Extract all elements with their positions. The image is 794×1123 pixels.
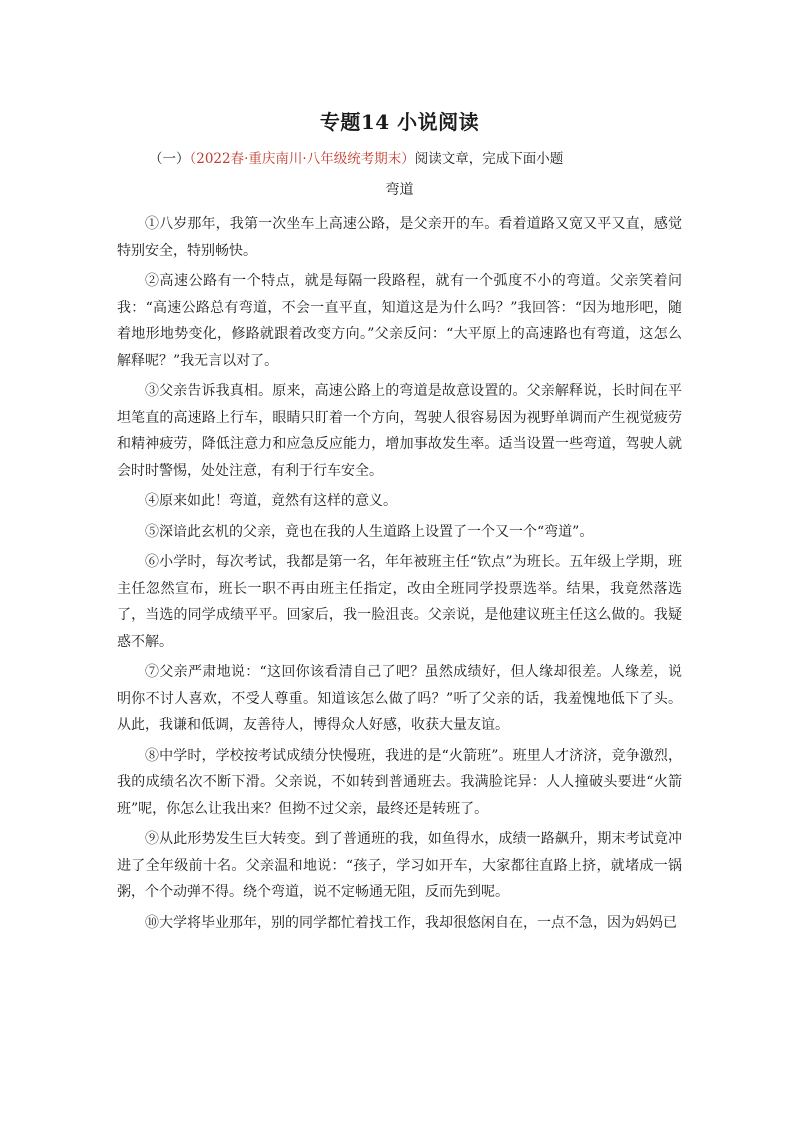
exam-source: （2022春·重庆南川·八年级统考期末） [189, 151, 415, 167]
question-source-line [149, 149, 682, 169]
story-body [117, 211, 682, 936]
paragraph-8: ⑧中学时，学校按考试成绩分快慢班，我进的是“火箭班”。班里人才济济，竞争激烈，我的成绩名次不断下滑。父亲说，不如转到普通班去。我满脸诧异：人人撞破头要进“火箭班”呢，你怎么让我出来？但拗不过父亲，最终还是转班了。 [117, 747, 682, 817]
story-title: 弯道 [385, 182, 414, 198]
paragraph-5: ⑤深谙此玄机的父亲，竟也在我的人生道路上设置了一个又一个“弯道”。 [145, 523, 594, 540]
paragraph-3: ③父亲告诉我真相。原来，高速公路上的弯道是故意设置的。父亲解释说，长时间在平坦笔直的高速路上行车，眼睛只盯着一个方向，驾驶人很容易因为视野单调而产生视觉疲劳和精神疲劳，降低注意力和应急反应能力，增加事故发生率。适当设置一些弯道，驾驶人就会时时警惕，处处注意，有利于行车安全。 [117, 383, 682, 479]
paragraph-9: ⑨从此形势发生巨大转变。到了普通班的我，如鱼得水，成绩一路飙升，期末考试竟冲进了全年级前十名。父亲温和地说：“孩子，学习如开车，大家都往直路上挤，就堵成一锅粥，个个动弹不得。绕个弯道，说不定畅通无阻，反而先到呢。 [117, 831, 682, 900]
paragraph-7: ⑦父亲严肃地说：“这回你该看清自己了吧？虽然成绩好，但人缘却很差。人缘差，说明你不讨人喜欢，不受人尊重。知道该怎么做了吗？”听了父亲的话，我羞愧地低下了头。从此，我谦和低调，友善待人，博得众人好感，收获大量友谊。 [117, 664, 682, 733]
paragraph-1: ①八岁那年，我第一次坐车上高速公路，是父亲开的车。看着道路又宽又平又直，感觉特别安全，特别畅快。 [117, 216, 682, 259]
paragraph-6: ⑥小学时，每次考试，我都是第一名，年年被班主任“钦点”为班长。五年级上学期，班主任忽然宣布，班长一职不再由班主任指定，改由全班同学投票选举。结果，我竟然落选了，当选的同学成绩平平。回家后，我一脸沮丧。父亲说，是他建议班主任这么做的。我疑惑不解。 [117, 554, 682, 650]
paragraph-2: ②高速公路有一个特点，就是每隔一段路程，就有一个弧度不小的弯道。父亲笑着问我：“高速公路总有弯道，不会一直平直，知道这是为什么吗？”我回答：“因为地形吧，随着地形地势变化，修路就跟着改变方向。”父亲反问：“大平原上的高速路也有弯道，这怎么解释呢？”我无言以对了。 [117, 273, 682, 369]
paragraph-10: ⑩大学将毕业那年，别的同学都忙着找工作，我却很悠闲自在，一点不急，因为妈妈已 [145, 914, 677, 931]
instruction-text: 阅读文章，完成下面小题 [414, 151, 564, 167]
paragraph-4: ④原来如此！弯道，竟然有这样的意义。 [145, 493, 397, 509]
section-number: （一） [149, 151, 190, 167]
document-title: 专题14 小说阅读 [319, 110, 480, 134]
